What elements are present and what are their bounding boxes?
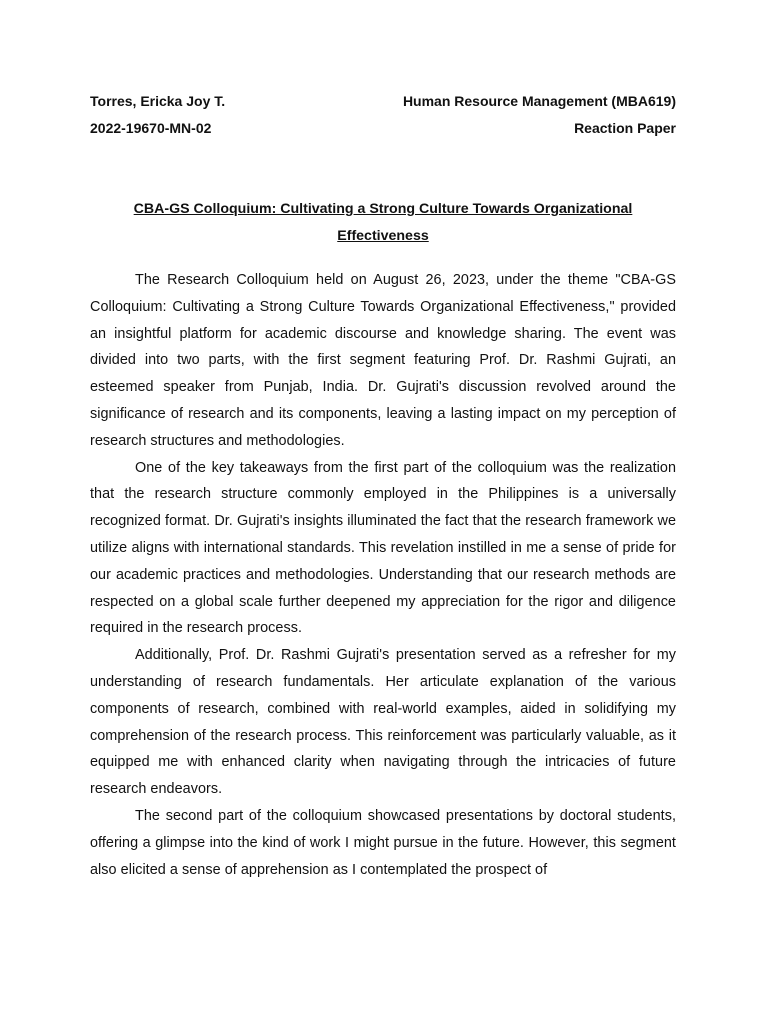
document-page (90, 88, 676, 883)
body-text (90, 267, 676, 883)
paragraph: The Research Colloquium held on August 26, 2023, under the theme "CBA-GS Colloquium: Cultivating a Strong Culture Towards Organizational Effectiveness," provided an insightful platform for academic discourse and knowledge sharing. The event was divided into two parts, with the first segment featuring Prof. Dr. Rashmi Gujrati, an esteemed speaker from Punjab, India. Dr. Gujrati's discussion revolved around the significance of research and its components, leaving a lasting impact on my perception of research structures and methodologies. (90, 272, 676, 449)
paragraph: One of the key takeaways from the first part of the colloquium was the realization that the research structure commonly employed in the Philippines is a universally recognized format. Dr. Gujrati's insights illuminated the fact that the research framework we utilize aligns with international standards. This revelation instilled in me a sense of pride for our academic practices and methodologies. Understanding that our research methods are respected on a global scale further deepened my appreciation for the rigor and diligence required in the research process. (90, 459, 676, 637)
header-row-1 (90, 88, 676, 115)
paper-title: CBA-GS Colloquium: Cultivating a Strong Culture Towards Organizational Effectiveness (133, 201, 633, 244)
paragraph: Additionally, Prof. Dr. Rashmi Gujrati's presentation served as a refresher for my understanding of research fundamentals. Her articulate explanation of the various components of research, combined with real-world examples, aided in solidifying my comprehension of the research process. This reinforcement was particularly valuable, as it equipped me with enhanced clarity when navigating through the intricacies of future research endeavors. (90, 647, 676, 798)
paragraph: The second part of the colloquium showcased presentations by doctoral students, offering a glimpse into the kind of work I might pursue in the future. However, this segment also elicited a sense of apprehension as I contemplated the prospect of (90, 807, 676, 878)
header-row-2 (90, 115, 676, 142)
student-id: 2022-19670-MN-02 (90, 120, 212, 136)
document-type: Reaction Paper (574, 120, 676, 136)
author-name: Torres, Ericka Joy T. (90, 93, 226, 109)
course-name: Human Resource Management (MBA619) (402, 93, 676, 109)
